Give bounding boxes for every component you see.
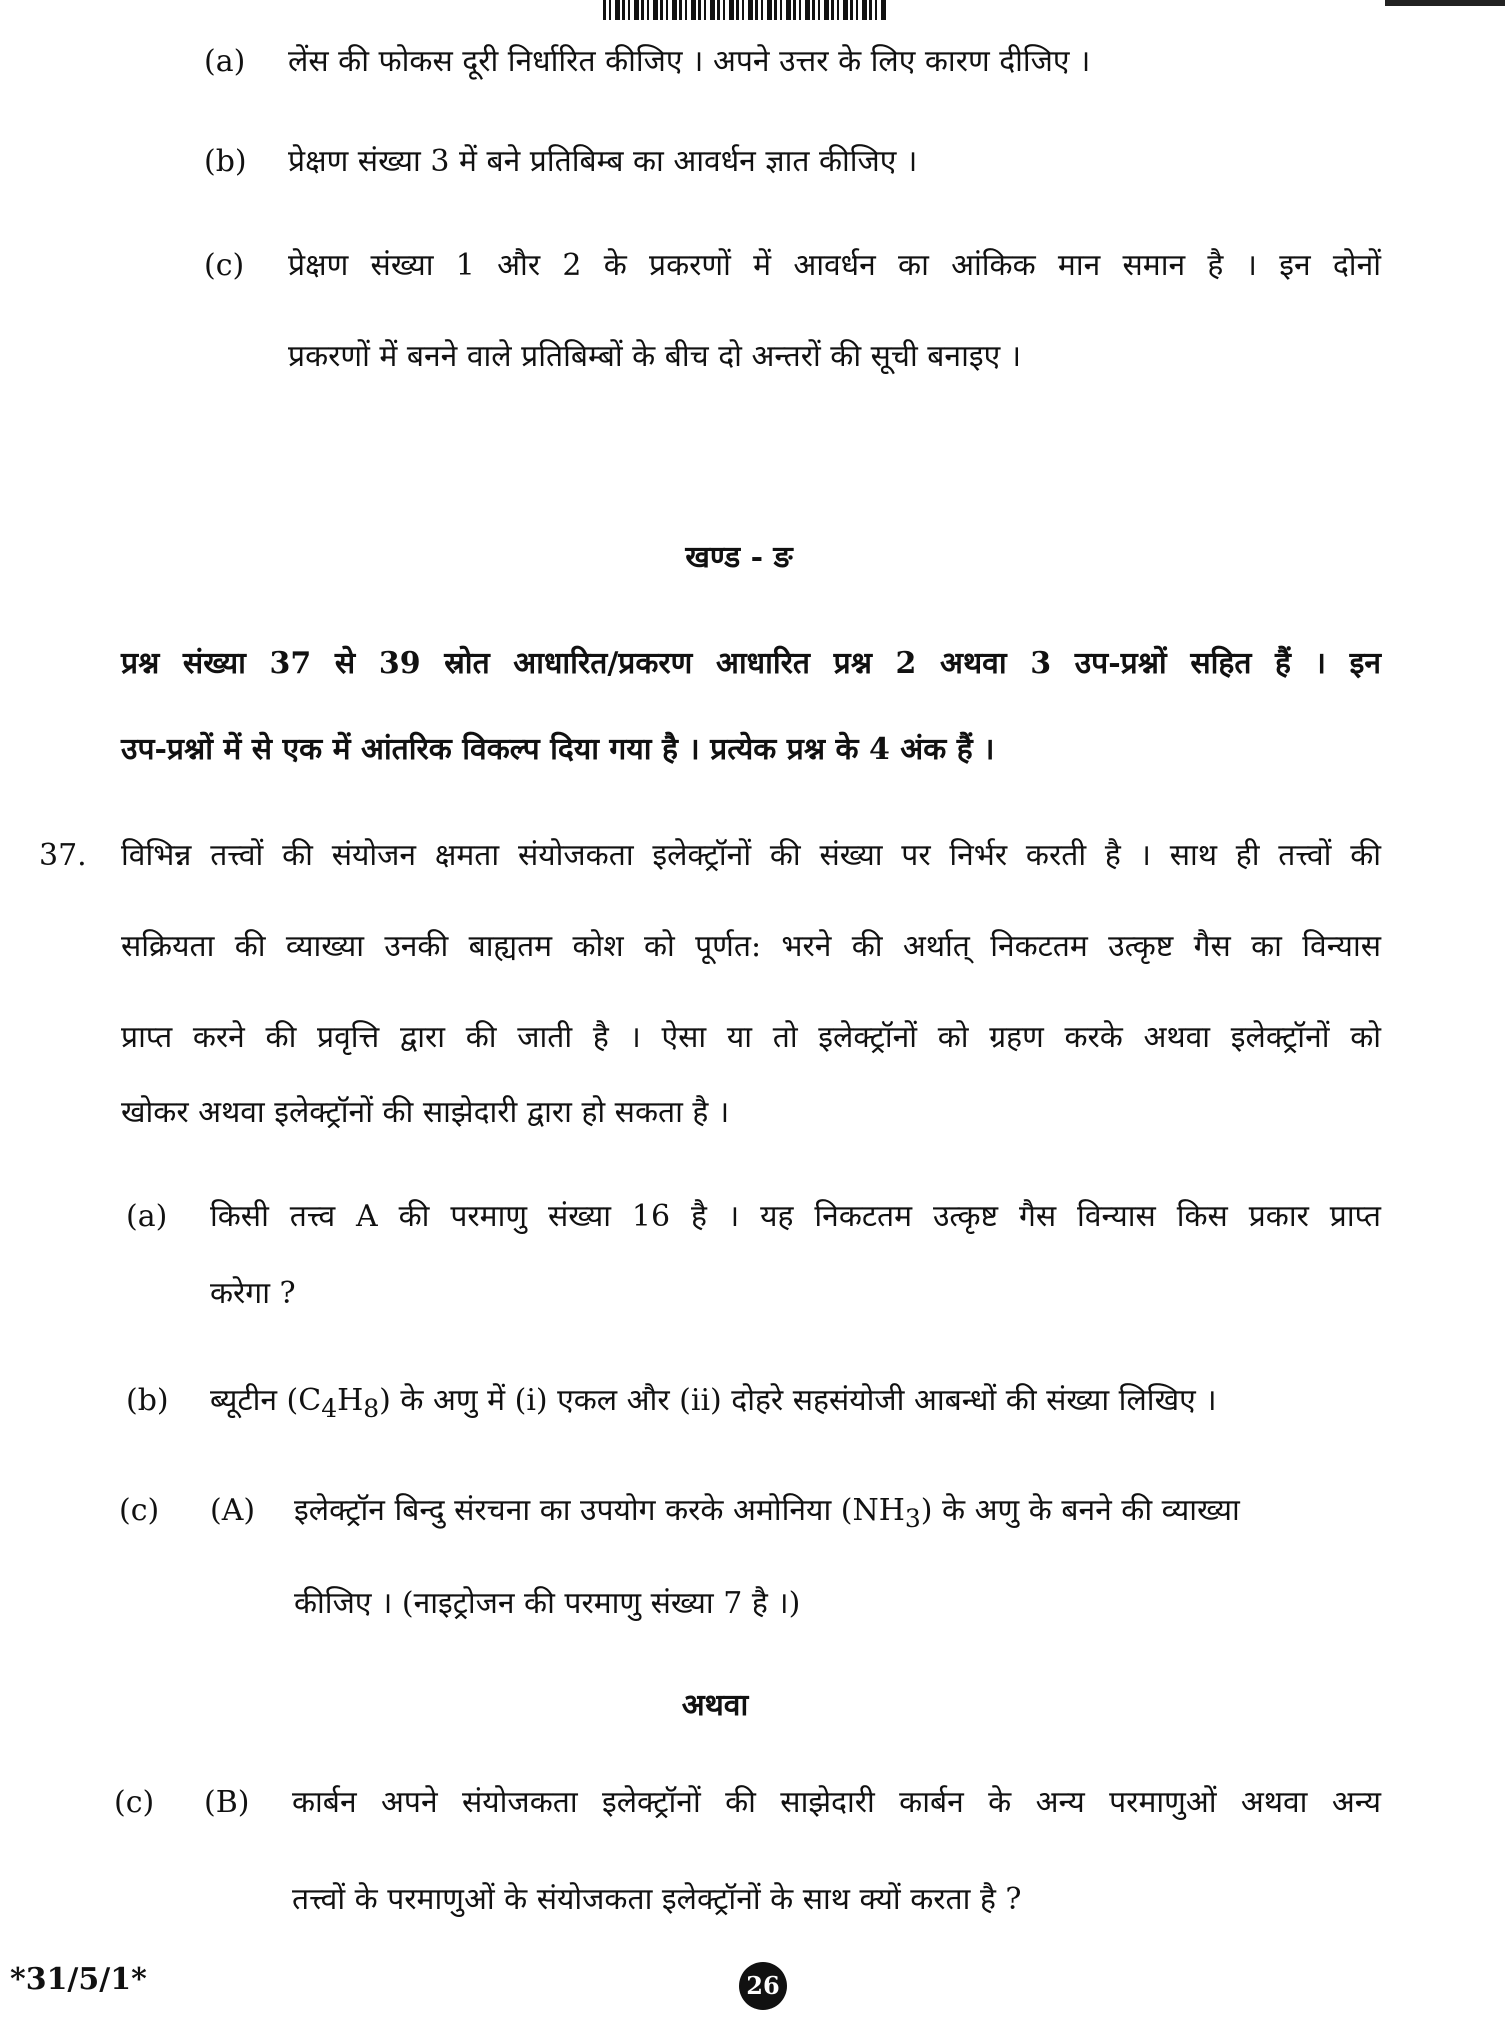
barcode [603,0,888,20]
q37-cB-sublabel: (B) [204,1785,250,1820]
q37-b-text [210,1381,1217,1429]
instruction-line-2: उप-प्रश्नों में से एक में आंतरिक विकल्प दिया गया है । प्रत्येक प्रश्न के 4 अंक हैं । [121,732,995,767]
q37-cB-line-2: तत्त्वों के परमाणुओं के संयोजकता इलेक्ट्रॉनों के साथ क्यों करता है ? [292,1882,1022,1917]
q37-cA-sublabel: (A) [210,1493,256,1528]
paper-code: *31/5/1* [10,1962,147,1997]
passage-line-2: सक्रियता की व्याख्या उनकी बाह्यतम कोश को पूर्णत: भरने की अर्थात् निकटतम उत्कृष्ट गैस का विन्यास [121,929,1381,964]
instruction-line-1: प्रश्न संख्या 37 से 39 स्रोत आधारित/प्रकरण आधारित प्रश्न 2 अथवा 3 उप-प्रश्नों सहित हैं । इन [121,646,1381,681]
q37-cA-line-1 [294,1491,1240,1539]
subscript: 3 [904,1504,921,1533]
passage-line-4: खोकर अथवा इलेक्ट्रॉनों की साझेदारी द्वारा हो सकता है । [121,1095,730,1130]
part-a-label: (a) [204,44,246,79]
q37-a-line-1: किसी तत्त्व A की परमाणु संख्या 16 है । यह निकटतम उत्कृष्ट गैस विन्यास किस प्रकार प्राप्त [210,1199,1381,1234]
question-number: 37. [39,838,87,873]
q37-cB-line-1: कार्बन अपने संयोजकता इलेक्ट्रॉनों की साझेदारी कार्बन के अन्य परमाणुओं अथवा अन्य [292,1785,1381,1820]
or-divider: अथवा [681,1688,749,1723]
part-c-line-1: प्रेक्षण संख्या 1 और 2 के प्रकरणों में आवर्धन का आंकिक मान समान है । इन दोनों [288,248,1381,283]
b-text-mid: H [337,1383,364,1418]
part-c-label: (c) [204,248,245,283]
b-text-pre: ब्यूटीन (C [210,1383,322,1418]
part-a-text: लेंस की फोकस दूरी निर्धारित कीजिए । अपने उत्तर के लिए कारण दीजिए । [288,44,1091,79]
subscript: 8 [363,1394,380,1423]
passage-line-1: विभिन्न तत्त्वों की संयोजन क्षमता संयोजकता इलेक्ट्रॉनों की संख्या पर निर्भर करती है । साथ ही तत्त्वों की [121,838,1381,873]
b-text-post: ) के अणु में (i) एकल और (ii) दोहरे सहसंयोजी आबन्धों की संख्या लिखिए । [379,1383,1217,1418]
q37-cB-label: (c) [114,1785,155,1820]
subscript: 4 [321,1394,338,1423]
page-number: 26 [739,1962,787,2010]
passage-line-3: प्राप्त करने की प्रवृत्ति द्वारा की जाती है । ऐसा या तो इलेक्ट्रॉनों को ग्रहण करके अथवा इलेक्ट्रॉनों को [121,1020,1382,1055]
q37-b-label: (b) [126,1383,169,1418]
part-b-text: प्रेक्षण संख्या 3 में बने प्रतिबिम्ब का आवर्धन ज्ञात कीजिए । [288,144,918,179]
q37-cA-line-2: कीजिए । (नाइट्रोजन की परमाणु संख्या 7 है ।) [294,1586,801,1621]
cA-text-pre: इलेक्ट्रॉन बिन्दु संरचना का उपयोग करके अमोनिया (NH [294,1493,905,1528]
cA-text-post: ) के अणु के बनने की व्याख्या [920,1493,1240,1528]
q37-cA-label: (c) [119,1493,160,1528]
q37-a-label: (a) [126,1199,168,1234]
part-b-label: (b) [204,144,247,179]
part-c-line-2: प्रकरणों में बनने वाले प्रतिबिम्बों के बीच दो अन्तरों की सूची बनाइए । [288,339,1022,374]
section-heading: खण्ड - ङ [685,540,793,575]
corner-mark [1385,0,1505,6]
q37-a-line-2: करेगा ? [210,1276,296,1311]
